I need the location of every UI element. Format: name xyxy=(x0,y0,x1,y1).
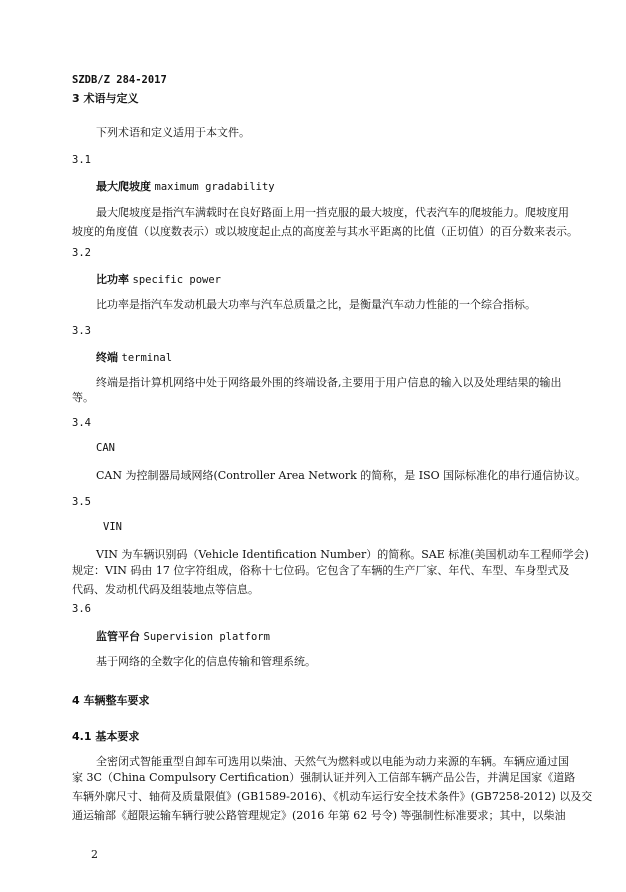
term-3-3-definition xyxy=(96,373,562,392)
term-number-3-2: 3.2 xyxy=(72,247,91,259)
term-3-5-definition-cont xyxy=(72,561,569,599)
term-3-2-en: specific power xyxy=(132,274,222,286)
section-3-heading: 3 术语与定义 xyxy=(72,92,139,105)
section-4-1-body-cont xyxy=(72,768,592,825)
body-line: 通运输部《超限运输车辆行驶公路管理规定》(2016 年第 62 号令) 等强制性标准要求；其中，以柴油 xyxy=(72,809,566,822)
term-3-3-zh: 终端 xyxy=(96,351,118,364)
term-3-2-definition xyxy=(96,295,536,314)
definition-line: 终端是指计算机网络中处于网络最外围的终端设备,主要用于用户信息的输入以及处理结果的输出 xyxy=(96,376,562,389)
term-3-3-title xyxy=(96,349,172,365)
term-3-3-definition-cont xyxy=(72,388,94,407)
document-code: SZDB/Z 284-2017 xyxy=(72,74,167,86)
term-3-1-zh: 最大爬坡度 xyxy=(96,180,151,193)
body-line: 车辆外廓尺寸、轴荷及质量限值》(GB1589-2016)、《机动车运行安全技术条件》(GB7258-2012) 以及交 xyxy=(72,790,593,803)
definition-line: 最大爬坡度是指汽车满载时在良好路面上用一挡克服的最大坡度，代表汽车的爬坡能力。爬坡度用 xyxy=(96,206,569,219)
definition-line: 坡度的角度值（以度数表示）或以坡度起止点的高度差与其水平距离的比值（正切值）的百分数来表示。 xyxy=(72,225,578,238)
term-number-3-5: 3.5 xyxy=(72,496,91,508)
term-3-2-zh: 比功率 xyxy=(96,273,129,286)
section-3-intro xyxy=(96,123,250,142)
definition-line: 代码、发动机代码及组装地点等信息。 xyxy=(72,583,259,596)
definition-line: CAN 为控制器局域网络(Controller Area Network 的简称，是 ISO 国际标准化的串行通信协议。 xyxy=(96,469,587,482)
term-3-1-en: maximum gradability xyxy=(154,181,275,193)
term-3-1-title xyxy=(96,178,275,194)
term-number-3-4: 3.4 xyxy=(72,417,91,429)
term-3-2-title xyxy=(96,271,221,287)
section-4-1-heading: 4.1 基本要求 xyxy=(72,730,140,743)
term-number-3-3: 3.3 xyxy=(72,325,91,337)
term-3-3-en: terminal xyxy=(121,352,173,364)
term-3-4-definition xyxy=(96,466,586,485)
term-number-3-6: 3.6 xyxy=(72,603,91,615)
term-3-6-en: Supervision platform xyxy=(143,631,270,643)
intro-line: 下列术语和定义适用于本文件。 xyxy=(96,126,250,139)
page-number: 2 xyxy=(91,848,98,861)
term-3-1-definition-cont xyxy=(72,222,578,241)
term-3-4-en: CAN xyxy=(96,442,115,454)
term-3-5-title xyxy=(103,520,122,533)
term-3-1-definition xyxy=(96,203,569,222)
term-3-6-title xyxy=(96,628,270,644)
definition-line: VIN 为车辆识别码（Vehicle Identification Number）的简称。SAE 标准(美国机动车工程师学会) xyxy=(96,548,589,561)
body-line: 全密闭式智能重型自卸车可选用以柴油、天然气为燃料或以电能为动力来源的车辆。车辆应通过国 xyxy=(96,755,569,768)
term-3-6-zh: 监管平台 xyxy=(96,630,140,643)
definition-line: 等。 xyxy=(72,391,94,404)
term-3-6-definition xyxy=(96,652,316,671)
term-3-5-en: VIN xyxy=(103,521,122,533)
definition-line: 比功率是指汽车发动机最大功率与汽车总质量之比，是衡量汽车动力性能的一个综合指标。 xyxy=(96,298,536,311)
definition-line: 规定：VIN 码由 17 位字符组成，俗称十七位码。它包含了车辆的生产厂家、年代、车型、车身型式及 xyxy=(72,564,570,577)
section-4-heading: 4 车辆整车要求 xyxy=(72,694,150,707)
term-3-4-title xyxy=(96,441,115,454)
term-number-3-1: 3.1 xyxy=(72,154,91,166)
definition-line: 基于网络的全数字化的信息传输和管理系统。 xyxy=(96,655,316,668)
body-line: 家 3C（China Compulsory Certification）强制认证并列入工信部车辆产品公告，并满足国家《道路 xyxy=(72,771,576,784)
